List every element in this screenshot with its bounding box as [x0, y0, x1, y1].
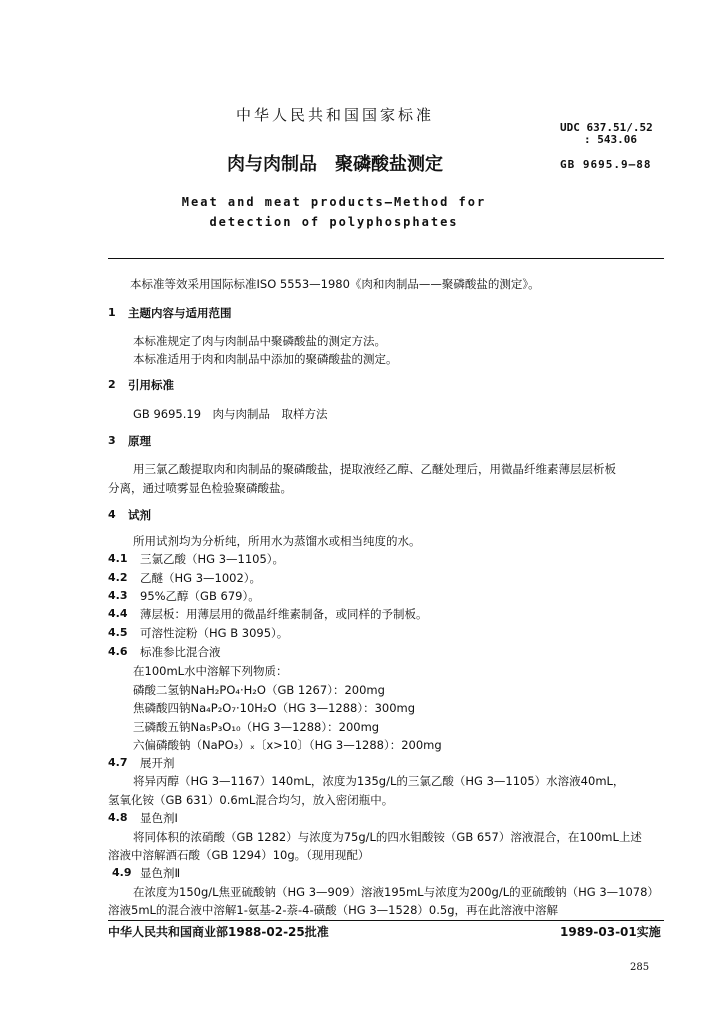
section-3-para-1: 用三氯乙酸提取肉和肉制品的聚磷酸盐，提取液经乙醇、乙醚处理后，用微晶纤维素薄层层析板	[133, 462, 616, 476]
title-en-line-2: detection of polyphosphates	[209, 215, 459, 229]
item-4-8-para-2: 溶液中溶解酒石酸（GB 1294）10g。（现用现配）	[108, 848, 370, 862]
section-3-para-2: 分离，通过喷雾显色检验聚磷酸盐。	[108, 481, 292, 495]
mix-intro: 在100mL水中溶解下列物质：	[133, 664, 288, 678]
item-4-7-para-1: 将异丙醇（HG 3—1167）140mL，浓度为135g/L的三氯乙酸（HG 3—1105）水溶液40mL，	[133, 774, 625, 788]
footer-divider	[108, 920, 664, 921]
item-4-3-text: 95%乙醇（GB 679）。	[140, 589, 260, 603]
item-4-7-number: 4.7	[108, 756, 128, 769]
section-1-para-1: 本标准规定了肉与肉制品中聚磷酸盐的测定方法。	[133, 334, 386, 348]
section-1-title: 主题内容与适用范围	[128, 306, 232, 320]
title-en-line-1: Meat and meat products—Method for	[181, 195, 487, 209]
item-4-2-number: 4.2	[108, 571, 128, 584]
standard-number: GB 9695.9—88	[560, 158, 652, 171]
mix-line-2: 焦磷酸四钠Na₄P₂O₇·10H₂O（HG 3—1288）：300mg	[133, 701, 416, 715]
item-4-9-title: 显色剂Ⅱ	[140, 866, 181, 880]
section-1-number: 1	[108, 306, 116, 319]
mix-line-3: 三磷酸五钠Na₅P₃O₁₀（HG 3—1288）：200mg	[133, 720, 380, 734]
intro-paragraph: 本标准等效采用国际标准ISO 5553—1980《肉和肉制品——聚磷酸盐的测定》。	[130, 277, 540, 291]
item-4-8-number: 4.8	[108, 811, 128, 824]
section-2-number: 2	[108, 378, 116, 391]
document-title-chinese: 肉与肉制品 聚磷酸盐测定	[227, 154, 443, 175]
item-4-8-title: 显色剂Ⅰ	[140, 811, 178, 825]
udc-classification	[560, 122, 653, 146]
section-3-number: 3	[108, 434, 116, 447]
udc-line-2: : 543.06	[584, 133, 637, 146]
item-4-7-para-2: 氢氧化铵（GB 631）0.6mL混合均匀，放入密闭瓶中。	[108, 793, 394, 807]
section-2-para-1: GB 9695.19 肉与肉制品 取样方法	[133, 407, 328, 421]
mix-line-4: 六偏磷酸钠（NaPO₃）ₓ〔x>10〕（HG 3—1288）：200mg	[133, 738, 442, 752]
item-4-9-para-2: 溶液5mL的混合液中溶解1-氨基-2-萘-4-磺酸（HG 3—1528）0.5g，再在此溶液中溶解	[108, 903, 559, 917]
item-4-3-number: 4.3	[108, 589, 128, 602]
item-4-7-title: 展开剂	[140, 756, 175, 770]
issuing-organization: 中华人民共和国国家标准	[235, 106, 434, 124]
item-4-1-number: 4.1	[108, 552, 128, 565]
effective-date: 1989-03-01实施	[560, 925, 661, 939]
item-4-5-text: 可溶性淀粉（HG B 3095）。	[140, 626, 289, 640]
section-4-title: 试剂	[128, 508, 151, 522]
section-3-title: 原理	[128, 434, 151, 448]
item-4-4-text: 薄层板：用薄层用的微晶纤维素制备，或同样的予制板。	[140, 607, 428, 621]
item-4-6-number: 4.6	[108, 645, 128, 658]
item-4-8-para-1: 将同体积的浓硝酸（GB 1282）与浓度为75g/L的四水钼酸铵（GB 657）溶液混合，在100mL上述	[133, 830, 642, 844]
section-1-para-2: 本标准适用于肉和肉制品中添加的聚磷酸盐的测定。	[133, 352, 398, 366]
header-divider	[108, 258, 664, 259]
document-title-english	[0, 192, 668, 232]
udc-line-1: UDC 637.51/.52	[560, 121, 653, 134]
item-4-9-number: 4.9	[112, 866, 132, 879]
approval-statement: 中华人民共和国商业部1988-02-25批准	[108, 925, 329, 939]
section-2-title: 引用标准	[128, 378, 174, 392]
item-4-1-text: 三氯乙酸（HG 3—1105）。	[140, 552, 285, 566]
item-4-5-number: 4.5	[108, 626, 128, 639]
item-4-9-para-1: 在浓度为150g/L焦亚硫酸钠（HG 3—909）溶液195mL与浓度为200g/L的亚硫酸钠（HG 3—1078）	[133, 885, 659, 899]
section-4-para-1: 所用试剂均为分析纯，所用水为蒸馏水或相当纯度的水。	[133, 534, 421, 548]
page-number: 285	[630, 962, 650, 973]
mix-line-1: 磷酸二氢钠NaH₂PO₄·H₂O（GB 1267）：200mg	[133, 683, 385, 697]
item-4-6-text: 标准参比混合液	[140, 645, 221, 659]
section-4-number: 4	[108, 508, 116, 521]
item-4-2-text: 乙醚（HG 3—1002）。	[140, 571, 262, 585]
item-4-4-number: 4.4	[108, 607, 128, 620]
